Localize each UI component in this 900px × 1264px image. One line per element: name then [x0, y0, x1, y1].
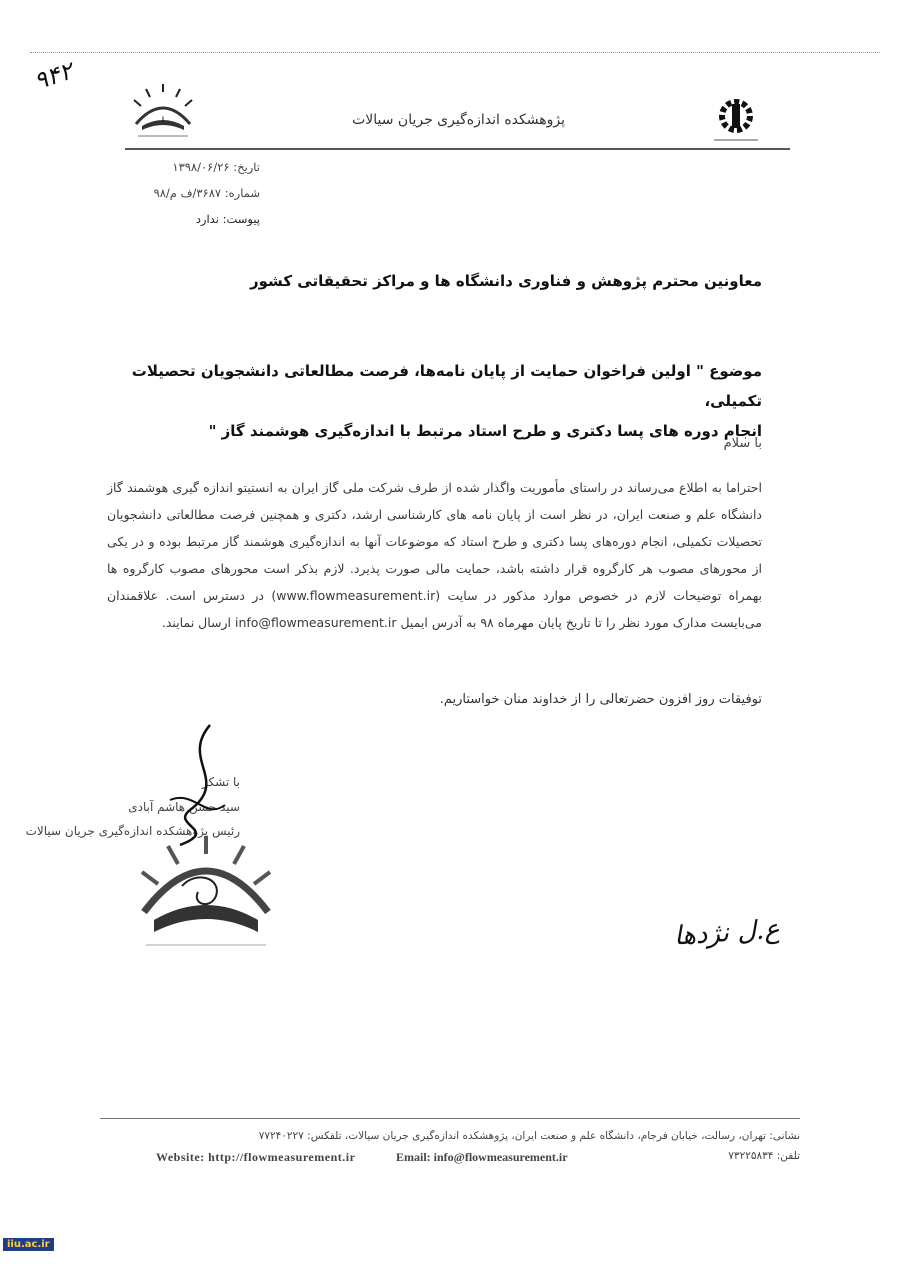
institute-logo-left	[130, 84, 196, 140]
subject-line-2: انجام دوره های پسا دکتری و طرح استاد مرتبط با اندازه‌گیری هوشمند گاز "	[208, 422, 762, 440]
subject	[102, 356, 762, 446]
scan-edge	[30, 52, 880, 53]
letter-date: تاریخ: ۱۳۹۸/۰۶/۲۶	[172, 160, 260, 174]
header-divider	[125, 148, 790, 150]
official-seal	[126, 820, 286, 960]
footer-address: نشانی: تهران، رسالت، خیابان فرجام، دانشگاه علم و صنعت ایران، پژوهشکده اندازه‌گیری جریان سیالات، تلفکس: ۷۷۲۴۰۲۲۷	[258, 1130, 800, 1142]
university-emblem-right	[708, 90, 764, 146]
institute-title: پژوهشکده اندازه‌گیری جریان سیالات	[352, 112, 565, 128]
handwritten-referral-note: ع.ل نژدها	[673, 914, 781, 952]
watermark-badge: iiu.ac.ir	[3, 1238, 54, 1251]
footer-phone: تلفن: ۷۳۲۲۵۸۳۴	[728, 1150, 800, 1162]
signature-position: رئیس پژوهشکده اندازه‌گیری جریان سیالات	[25, 824, 240, 838]
corner-handwritten-number: ۹۴۲	[30, 56, 77, 96]
greeting: با سلام	[723, 436, 762, 451]
addressee: معاونین محترم پژوهش و فناوری دانشگاه ها و مراکز تحقیقاتی کشور	[250, 272, 762, 290]
letter-attachment: پیوست: ندارد	[195, 212, 260, 226]
letter-body: احتراما به اطلاع می‌رساند در راستای مأموریت واگذار شده از طرف شرکت ملی گاز ایران به انستیتو اندازه گیری هوشمند گاز دانشگاه علم و صنعت ایران، در نظر است از پایان نامه های کارشناسی ارشد، دکتری و همچنین فرصت مطالعاتی دانشجویان تحصیلات تکمیلی، انجام دوره‌های پسا دکتری و طرح استاد که موضوعات آنها به اندازه‌گیری هوشمند گاز مرتبط بوده و در یکی از محورهای مصوب هر کارگروه قرار داشته باشد، حمایت مالی صورت پذیرد. لازم بذکر است محورهای مصوب کارگروه ها بهمراه توضیحات لازم در خصوص موارد مذکور در سایت (www.flowmeasurement.ir) در دسترس است. علاقمندان می‌بایست مدارک مورد نظر را تا تاریخ پایان مهرماه ۹۸ به آدرس ایمیل info@flowmeasurement.ir ارسال نمایند.	[107, 480, 762, 630]
closing-line: توفیقات روز افزون حضرتعالی را از خداوند منان خواستاریم.	[439, 692, 762, 707]
footer-divider	[100, 1118, 800, 1119]
footer-email: Email: info@flowmeasurement.ir	[396, 1150, 568, 1164]
signature-name: سید حسن هاشم آبادی	[128, 800, 240, 814]
subject-line-1: موضوع " اولین فراخوان حمایت از پایان نامه‌ها، فرصت مطالعاتی دانشجویان تحصیلات تکمیلی،	[131, 362, 762, 410]
letter-number: شماره: ۳۶۸۷/ف م/۹۸	[153, 186, 260, 200]
svg-text:ı: ı	[161, 114, 165, 125]
footer-website: Website: http://flowmeasurement.ir	[156, 1150, 356, 1164]
signature-regards: با تشکر	[201, 775, 240, 789]
